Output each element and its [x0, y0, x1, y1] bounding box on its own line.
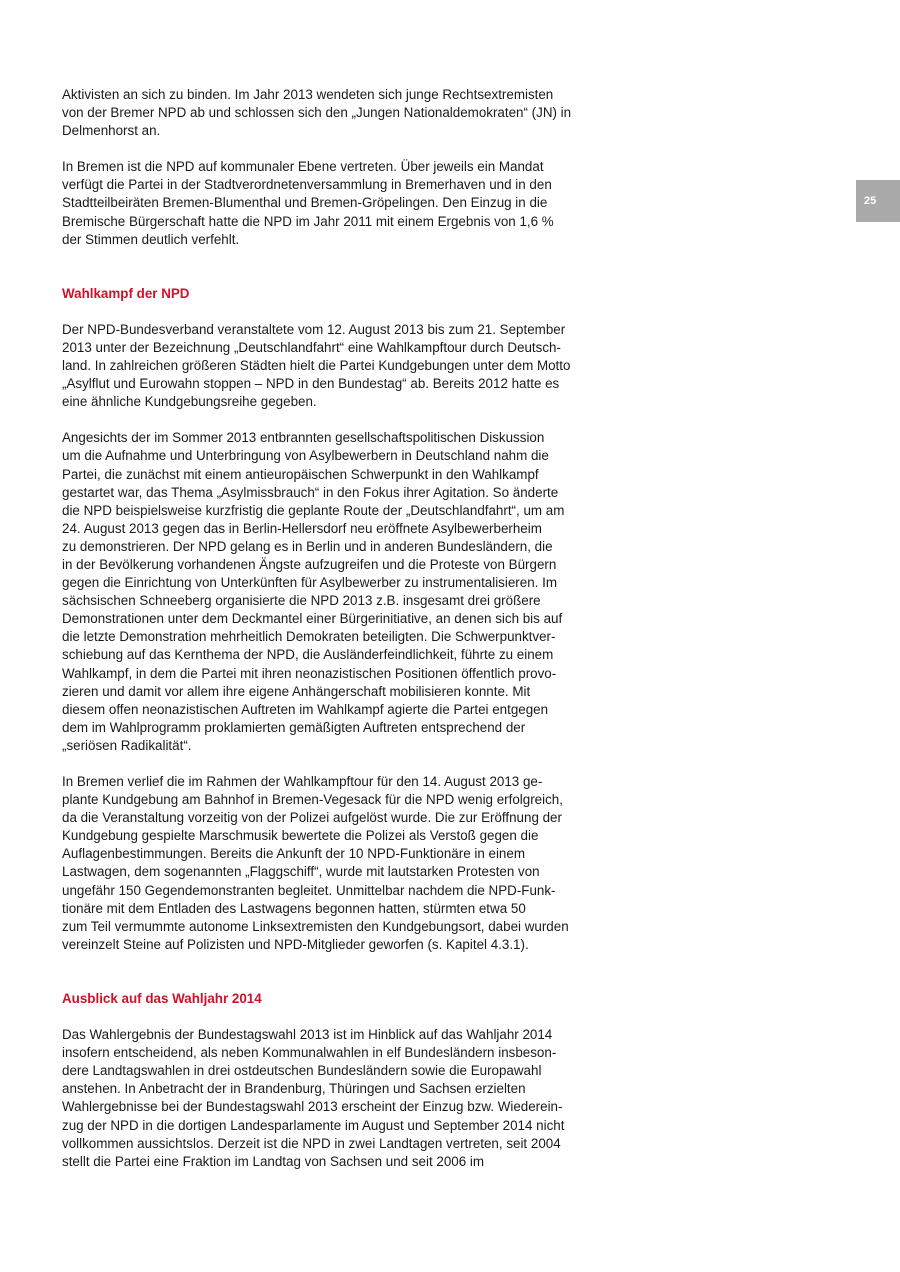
page-number: 25 — [856, 180, 900, 222]
text-line: gestartet war, das Thema „Asylmissbrauch“ in den Fokus ihrer Agitation. So änderte — [62, 484, 559, 500]
text-line: Kundgebung gespielte Marschmusik bewertete die Polizei als Verstoß gegen die — [62, 828, 539, 844]
text-line: Aktivisten an sich zu binden. Im Jahr 2013 wendeten sich junge Rechtsextremisten — [62, 87, 554, 102]
text-line: plante Kundgebung am Bahnhof in Bremen-Vegesack für die NPD wenig erfolgreich, — [62, 792, 563, 808]
document-body — [62, 86, 612, 1171]
text-line: stellt die Partei eine Fraktion im Landtag von Sachsen und seit 2006 im — [62, 1153, 485, 1169]
text-line: die NPD beispielsweise kurzfristig die geplante Route der „Deutschlandfahrt“, um am — [62, 502, 565, 518]
text-line: von der Bremer NPD ab und schlossen sich den „Jungen Nationaldemokraten“ (JN) in — [62, 105, 572, 121]
text-line: „Asylflut und Eurowahn stoppen – NPD in den Bundestag“ ab. Bereits 2012 hatte es — [62, 376, 560, 392]
text-line: anstehen. In Anbetracht der in Brandenburg, Thüringen und Sachsen erzielten — [62, 1081, 526, 1097]
section-heading: Ausblick auf das Wahljahr 2014 — [62, 990, 262, 1006]
text-line: Der NPD-Bundesverband veranstaltete vom 12. August 2013 bis zum 21. September — [62, 321, 566, 337]
text-line: da die Veranstaltung vorzeitig von der Polizei aufgelöst wurde. Die zur Eröffnung der — [62, 810, 562, 826]
text-line: diesem offen neonazistischen Auftreten im Wahlkampf agierte die Partei entgegen — [62, 701, 549, 717]
text-line: Wahlergebnisse bei der Bundestagswahl 2013 erscheint der Einzug bzw. Wiederein- — [62, 1099, 563, 1115]
text-line: tionäre mit dem Entladen des Lastwagens begonnen hatten, stürmten etwa 50 — [62, 900, 526, 916]
text-line: zu demonstrieren. Der NPD gelang es in Berlin und in anderen Bundesländern, die — [62, 538, 553, 554]
text-line: Auflagenbestimmungen. Bereits die Ankunft der 10 NPD-Funktionäre in einem — [62, 846, 525, 862]
text-line: land. In zahlreichen größeren Städten hielt die Partei Kundgebungen unter dem Motto — [62, 358, 571, 374]
text-line: Stadtteilbeiräten Bremen-Blumenthal und Bremen-Gröpelingen. Den Einzug in die — [62, 195, 548, 211]
text-line: schiebung auf das Kernthema der NPD, die Ausländerfeindlichkeit, führte zu einem — [62, 647, 554, 663]
text-line: sächsischen Schneeberg organisierte die NPD 2013 z.B. insgesamt drei größere — [62, 593, 541, 609]
text-line: 2013 unter der Bezeichnung „Deutschlandfahrt“ eine Wahlkampftour durch Deutsch- — [62, 339, 561, 355]
text-line: Das Wahlergebnis der Bundestagswahl 2013 ist im Hinblick auf das Wahljahr 2014 — [62, 1027, 553, 1043]
text-line: „seriösen Radikalität“. — [62, 737, 192, 753]
text-line: dere Landtagswahlen in drei ostdeutschen Bundesländern sowie die Europawahl — [62, 1063, 542, 1079]
text-line: vereinzelt Steine auf Polizisten und NPD-Mitglieder geworfen (s. Kapitel 4.3.1). — [62, 936, 529, 952]
text-line: In Bremen verlief die im Rahmen der Wahlkampftour für den 14. August 2013 ge- — [62, 774, 543, 789]
paragraph — [62, 321, 612, 411]
text-line: der Stimmen deutlich verfehlt. — [62, 231, 240, 247]
section-heading: Wahlkampf der NPD — [62, 285, 190, 301]
paragraph — [62, 158, 612, 248]
text-line: Lastwagen, dem sogenannten „Flaggschiff“, wurde mit lautstarken Protesten von — [62, 864, 540, 880]
text-line: Bremische Bürgerschaft hatte die NPD im Jahr 2011 mit einem Ergebnis von 1,6 % — [62, 213, 554, 229]
text-line: Wahlkampf, in dem die Partei mit ihren neonazistischen Positionen öffentlich provo- — [62, 665, 557, 681]
text-line: in der Bevölkerung vorhandenen Ängste aufzugreifen und die Proteste von Bürgern — [62, 556, 557, 572]
text-line: ungefähr 150 Gegendemonstranten begleitet. Unmittelbar nachdem die NPD-Funk- — [62, 882, 556, 898]
paragraph — [62, 1026, 612, 1171]
text-line: insofern entscheidend, als neben Kommunalwahlen in elf Bundesländern insbeson- — [62, 1045, 557, 1061]
paragraph — [62, 773, 612, 954]
text-line: eine ähnliche Kundgebungsreihe gegeben. — [62, 394, 317, 410]
text-line: gegen die Einrichtung von Unterkünften für Asylbewerber zu instrumentalisieren. Im — [62, 575, 557, 591]
text-line: 24. August 2013 gegen das in Berlin-Hellersdorf neu eröffnete Asylbewerberheim — [62, 520, 542, 536]
text-line: zug der NPD in die dortigen Landesparlamente im August und September 2014 nicht — [62, 1117, 565, 1133]
paragraph — [62, 429, 612, 755]
text-line: Partei, die zunächst mit einem antieuropäischen Schwerpunkt in den Wahlkampf — [62, 466, 539, 482]
paragraph — [62, 86, 612, 140]
text-line: verfügt die Partei in der Stadtverordnetenversammlung in Bremerhaven und in den — [62, 177, 552, 193]
text-line: dem im Wahlprogramm proklamierten gemäßigten Auftreten entsprechend der — [62, 719, 526, 735]
text-line: Delmenhorst an. — [62, 123, 161, 139]
text-line: Angesichts der im Sommer 2013 entbrannten gesellschaftspolitischen Diskussion — [62, 430, 545, 446]
text-line: die letzte Demonstration mehrheitlich Demokraten beteiligten. Die Schwerpunktver- — [62, 629, 556, 645]
text-line: vollkommen aussichtslos. Derzeit ist die NPD in zwei Landtagen vertreten, seit 2004 — [62, 1135, 561, 1151]
text-line: Demonstrationen unter dem Deckmantel einer Bürgerinitiative, an denen sich bis auf — [62, 611, 563, 627]
text-line: um die Aufnahme und Unterbringung von Asylbewerbern in Deutschland nahm die — [62, 448, 549, 464]
text-line: In Bremen ist die NPD auf kommunaler Ebene vertreten. Über jeweils ein Mandat — [62, 159, 544, 175]
text-line: zieren und damit vor allem ihre eigene Anhängerschaft mobilisieren konnte. Mit — [62, 683, 531, 699]
text-line: zum Teil vermummte autonome Linksextremisten den Kundgebungsort, dabei wurden — [62, 918, 569, 934]
